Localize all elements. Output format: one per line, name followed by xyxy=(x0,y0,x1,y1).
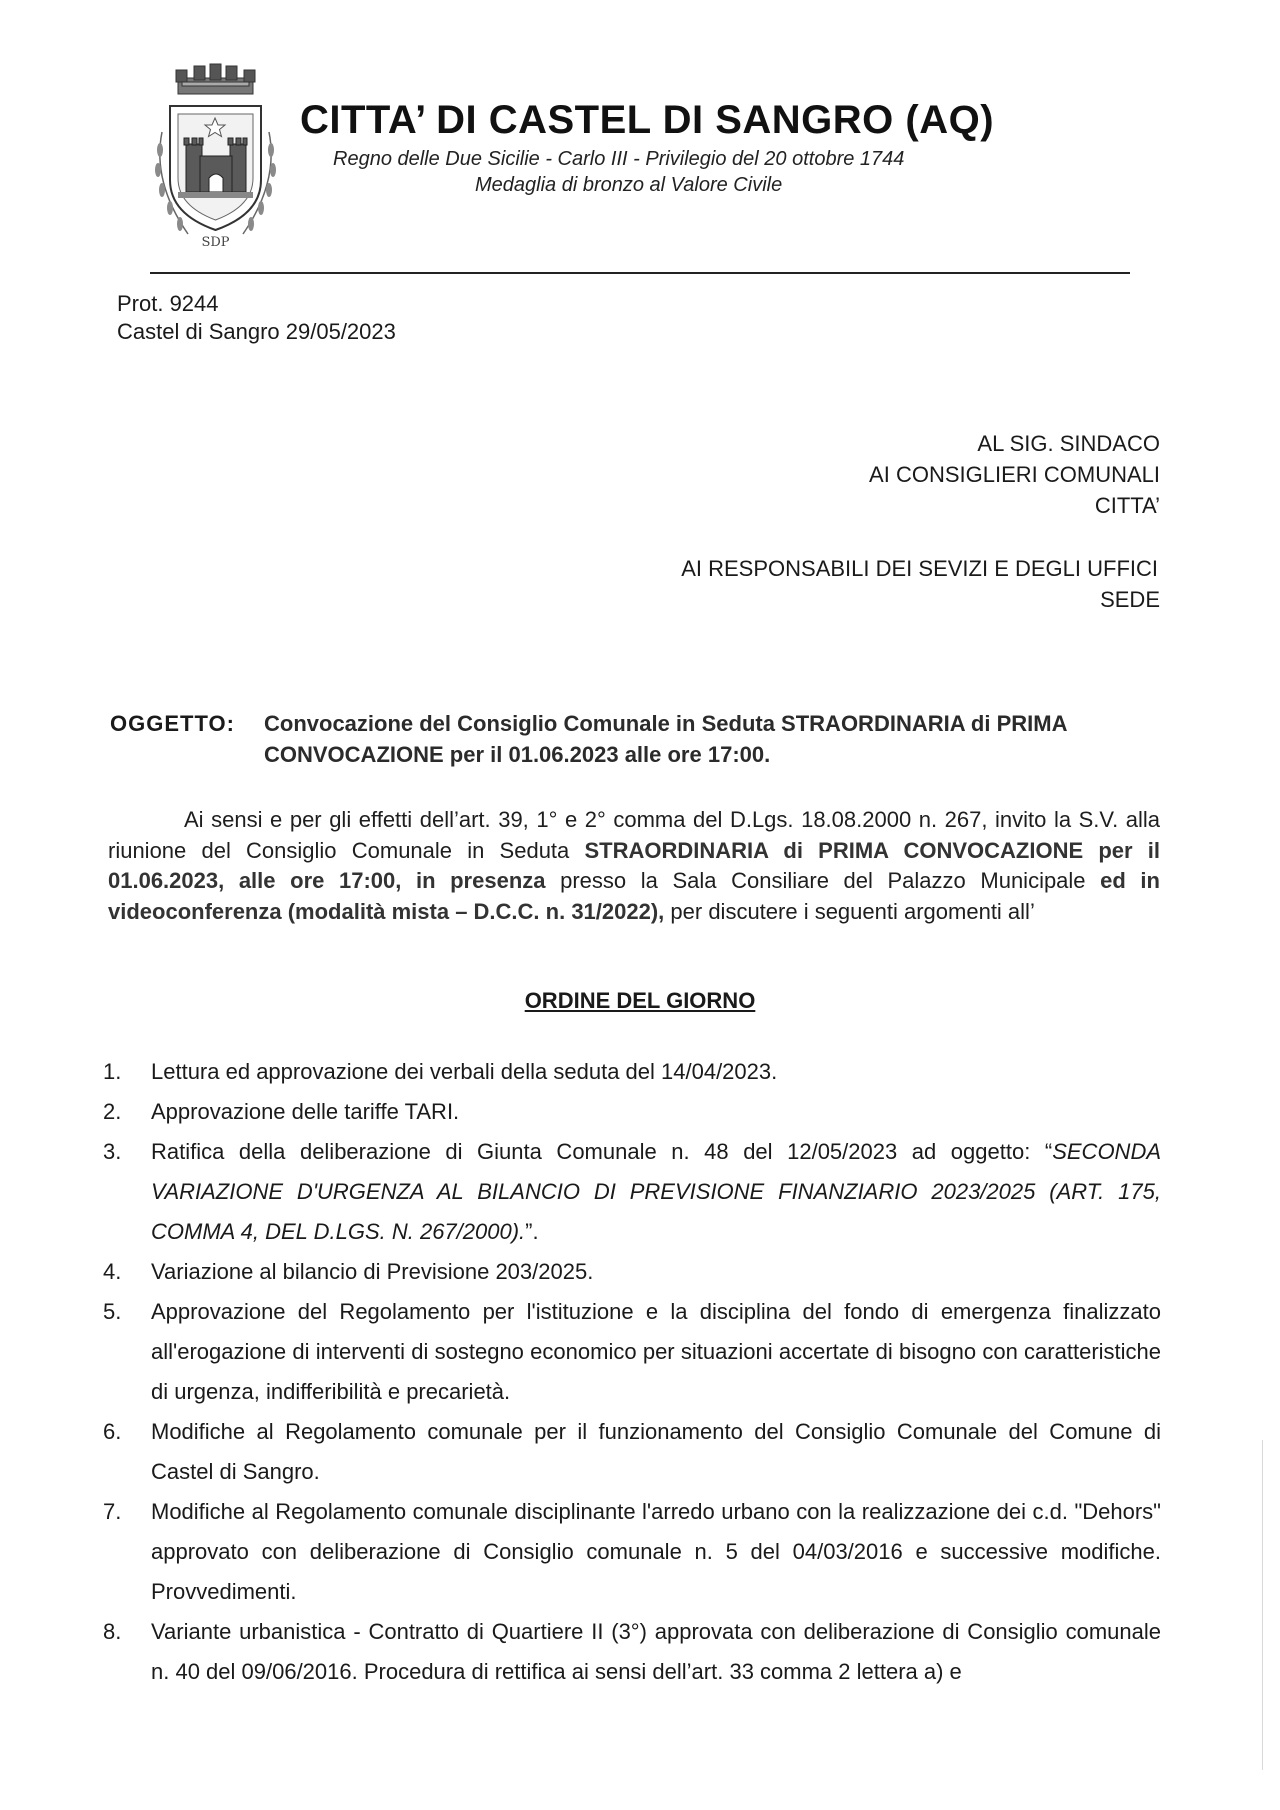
agenda-item-number: 5. xyxy=(103,1299,122,1324)
agenda-item-italic-text: SECONDA VARIAZIONE D'URGENZA AL BILANCIO DI PREVISIONE FINANZIARIO 2023/2025 (ART. 175, COMMA 4, DEL D.LGS. N. 267/2000). xyxy=(151,1139,1161,1244)
agenda-item-number: 2. xyxy=(103,1099,122,1124)
agenda-item xyxy=(103,1492,1161,1612)
convocation-paragraph xyxy=(108,805,1160,927)
agenda-item xyxy=(103,1412,1161,1492)
recipients-group-2 xyxy=(681,553,1160,615)
agenda-item xyxy=(103,1292,1161,1412)
municipality-title: CITTA’ DI CASTEL DI SANGRO (AQ) xyxy=(300,98,995,142)
agenda-item-text: Ratifica della deliberazione di Giunta Comunale n. 48 del 12/05/2023 ad oggetto: “SECONDA VARIAZIONE D'URGENZA AL BILANCIO DI PREVISIONE FINANZIARIO 2023/2025 (ART. 175, COMMA 4, DEL D.LGS. N. 267/2000).”. xyxy=(151,1139,1161,1244)
protocol-block xyxy=(117,290,396,346)
letterhead-subtitle-1: Regno delle Due Sicilie - Carlo III - Privilegio del 20 ottobre 1744 xyxy=(333,148,905,170)
agenda-item-number: 8. xyxy=(103,1619,122,1644)
agenda-item-number: 3. xyxy=(103,1139,122,1164)
letterhead-divider xyxy=(150,272,1130,274)
protocol-number: Prot. 9244 xyxy=(117,291,219,316)
letterhead-subtitle-2: Medaglia di bronzo al Valore Civile xyxy=(475,174,783,196)
subject-block xyxy=(110,708,1160,770)
subject-label: OGGETTO: xyxy=(110,711,235,736)
recipients-group-1 xyxy=(869,428,1160,521)
agenda-item xyxy=(103,1052,1161,1092)
recipient-line: AL SIG. SINDACO xyxy=(977,431,1160,456)
agenda-item-text: Variante urbanistica - Contratto di Quartiere II (3°) approvata con deliberazione di Consiglio comunale n. 40 del 09/06/2016. Procedura di rettifica ai sensi dell’art. 33 comma 2 lettera a) e xyxy=(151,1619,1161,1684)
body-bold-text: STRAORDINARIA di PRIMA CONVOCAZIONE per il 01.06.2023, alle ore 17:00, in presenza xyxy=(108,837,1160,893)
body-text: presso la Sala Consiliare del Palazzo Municipale xyxy=(545,868,1101,893)
agenda-item-number: 4. xyxy=(103,1259,122,1284)
agenda-item-text: Lettura ed approvazione dei verbali della seduta del 14/04/2023. xyxy=(151,1059,778,1084)
agenda-item-text: Approvazione del Regolamento per l'istituzione e la disciplina del fondo di emergenza finalizzato all'erogazione di interventi di sostegno economico per situazioni accertate di bisogno con caratteristiche di urgenza, indifferibilità e precarietà. xyxy=(151,1299,1161,1404)
agenda-item-text: Modifiche al Regolamento comunale disciplinante l'arredo urbano con la realizzazione dei c.d. "Dehors" approvato con deliberazione di Consiglio comunale n. 5 del 04/03/2016 e successive modifiche. Provvedimenti. xyxy=(151,1499,1161,1604)
agenda-title: ORDINE DEL GIORNO xyxy=(524,988,756,1013)
body-text: per discutere i seguenti argomenti all’ xyxy=(664,898,1035,924)
body-text: Ai sensi e per gli effetti dell’art. 39, 1° e 2° comma del D.Lgs. 18.08.2000 n. 267, invito la S.V. alla riunione del Consiglio Comunale in Seduta xyxy=(108,807,1160,863)
crest-initials: SDP xyxy=(201,235,230,250)
place-date: Castel di Sangro 29/05/2023 xyxy=(117,319,396,344)
agenda-list xyxy=(103,1052,1161,1692)
agenda-item xyxy=(103,1092,1161,1132)
body-bold-text: ed in videoconferenza (modalità mista – D.C.C. n. 31/2022), xyxy=(108,868,1160,924)
agenda-item-text: Variazione al bilancio di Previsione 203/2025. xyxy=(151,1259,594,1284)
agenda-item-number: 1. xyxy=(103,1059,122,1084)
scan-artifact xyxy=(1262,1440,1263,1770)
recipient-line: AI CONSIGLIERI COMUNALI xyxy=(869,462,1160,487)
town-crest-icon xyxy=(148,62,283,252)
agenda-item-number: 7. xyxy=(103,1499,122,1524)
agenda-item xyxy=(103,1252,1161,1292)
agenda-item-number: 6. xyxy=(103,1419,122,1444)
agenda-item-text: Modifiche al Regolamento comunale per il funzionamento del Consiglio Comunale del Comune di Castel di Sangro. xyxy=(151,1419,1161,1484)
agenda-item-text: Approvazione delle tariffe TARI. xyxy=(151,1099,460,1124)
recipient-line: CITTA’ xyxy=(1094,493,1160,518)
agenda-item xyxy=(103,1612,1161,1692)
subject-text: Convocazione del Consiglio Comunale in Seduta STRAORDINARIA di PRIMA CONVOCAZIONE per il 01.06.2023 alle ore 17:00. xyxy=(264,711,1067,767)
agenda-item xyxy=(103,1132,1161,1252)
recipient-line: AI RESPONSABILI DEI SEVIZI E DEGLI UFFICI xyxy=(681,556,1158,581)
recipient-line: SEDE xyxy=(1100,587,1160,612)
